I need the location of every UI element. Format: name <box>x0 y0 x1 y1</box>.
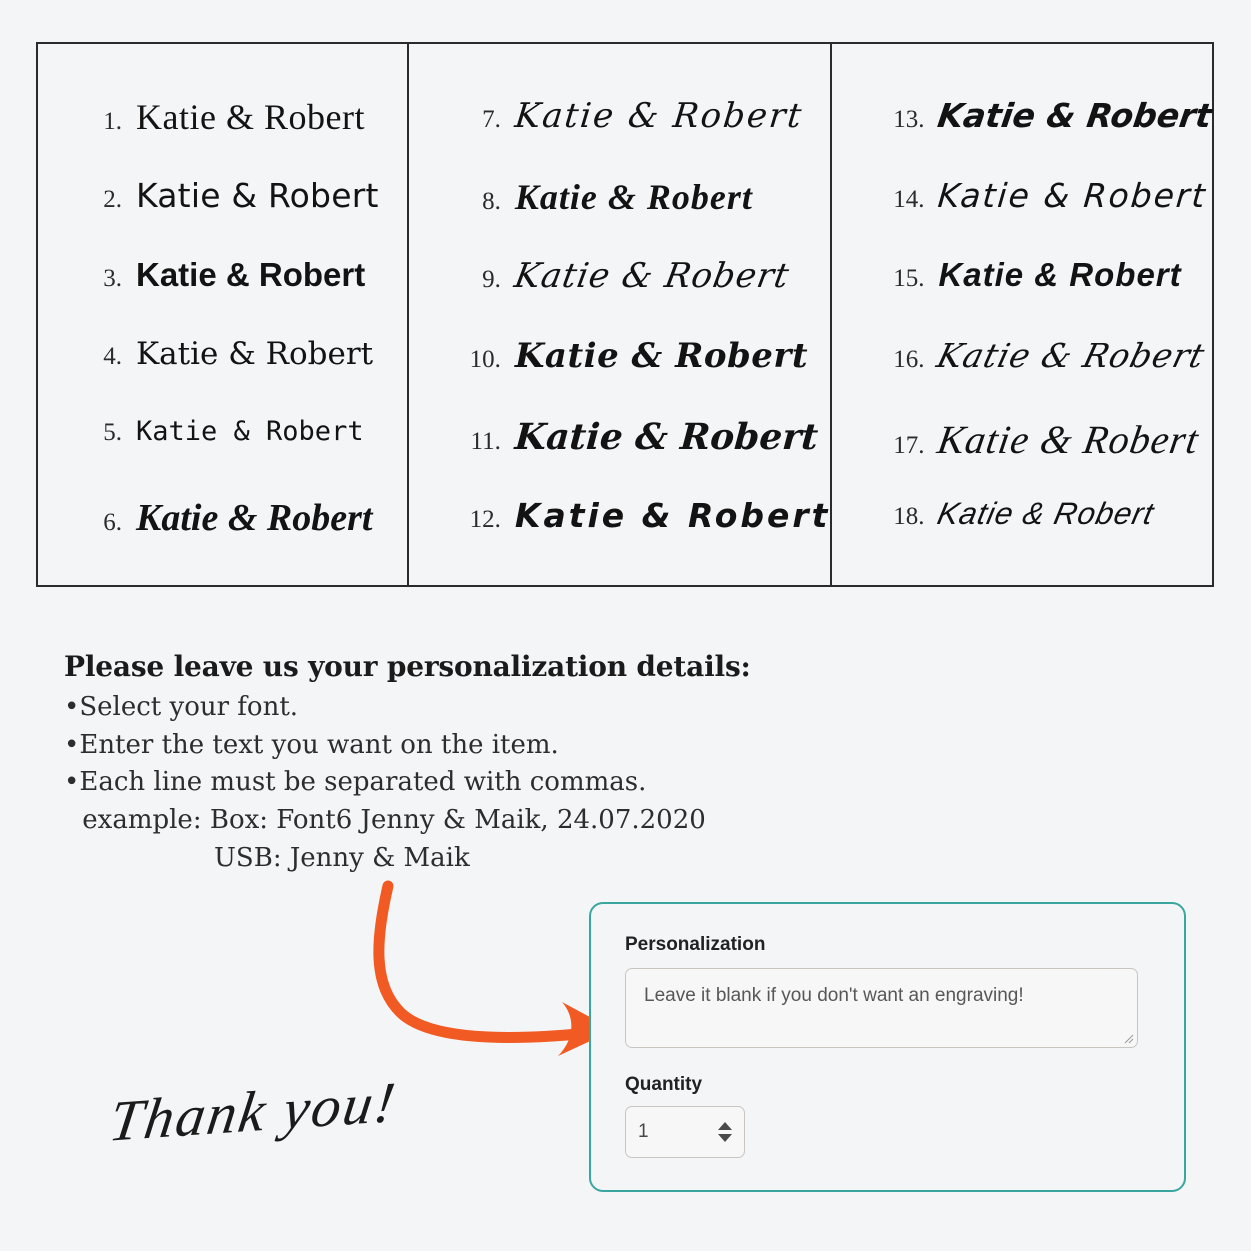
font-option-sample: Katie & Robert <box>514 496 831 535</box>
font-option-number: 11. <box>470 428 501 455</box>
font-option-row[interactable] <box>409 96 831 176</box>
font-option-row[interactable] <box>38 496 407 576</box>
font-option-number: 14. <box>893 186 925 213</box>
font-option-number: 16. <box>893 346 925 373</box>
font-option-sample: Katie & Robert <box>513 416 820 458</box>
instructions-line: •Each line must be separated with commas. <box>64 767 647 798</box>
font-option-row[interactable] <box>38 176 407 256</box>
font-option-sample: Katie & Robert <box>514 177 753 217</box>
font-option-row[interactable] <box>832 256 1212 336</box>
font-option-row[interactable] <box>38 336 407 416</box>
quantity-stepper[interactable] <box>625 1106 745 1158</box>
font-option-sample: Katie & Robert <box>933 336 1210 375</box>
font-option-sample: Katie & Robert <box>936 176 1209 215</box>
font-option-sample: Katie & Robert <box>938 256 1182 293</box>
stepper-down-icon[interactable] <box>718 1134 732 1142</box>
font-option-number: 12. <box>469 506 501 533</box>
font-option-row[interactable] <box>409 176 831 256</box>
font-option-row[interactable] <box>409 416 831 496</box>
font-option-number: 4. <box>103 343 122 370</box>
font-option-row[interactable] <box>832 96 1215 176</box>
font-option-sample: Katie & Robert <box>514 336 809 376</box>
font-option-sample: Katie & Robert <box>512 96 806 136</box>
instructions-line: USB: Jenny & Maik <box>214 842 470 873</box>
quantity-stepper-arrows[interactable] <box>718 1122 732 1142</box>
font-column-2 <box>407 44 831 585</box>
font-option-sample: Katie & Robert <box>136 256 366 293</box>
font-option-row[interactable] <box>832 496 1212 576</box>
font-option-number: 10. <box>469 346 501 373</box>
quantity-value: 1 <box>638 1121 649 1142</box>
font-option-row[interactable] <box>832 176 1212 256</box>
font-option-row[interactable] <box>832 336 1212 416</box>
font-option-number: 15. <box>893 265 925 292</box>
font-option-sample: Katie & Robert <box>935 96 1215 135</box>
font-option-sample: Katie & Robert <box>136 97 365 137</box>
font-option-number: 7. <box>482 106 501 133</box>
instructions-line: example: Box: Font6 Jenny & Maik, 24.07.2020 <box>74 805 706 836</box>
font-option-row[interactable] <box>409 496 831 576</box>
font-option-number: 6. <box>103 509 122 536</box>
font-option-sample: Katie & Robert <box>511 256 793 296</box>
font-option-number: 17. <box>893 432 925 459</box>
quantity-label: Quantity <box>625 1074 703 1095</box>
font-option-row[interactable] <box>409 336 831 416</box>
font-option-number: 9. <box>482 266 501 293</box>
font-option-number: 18. <box>893 503 925 530</box>
thank-you-script <box>105 1069 472 1188</box>
font-option-number: 1. <box>103 108 122 135</box>
font-option-number: 13. <box>893 106 925 133</box>
font-option-number: 8. <box>482 188 501 215</box>
font-option-row[interactable] <box>832 416 1212 496</box>
personalization-label: Personalization <box>625 934 766 955</box>
font-option-sample: Katie & Robert <box>934 496 1158 531</box>
font-option-row[interactable] <box>38 256 407 336</box>
font-column-3 <box>830 44 1215 585</box>
font-column-1 <box>38 44 407 585</box>
instructions-line: •Select your font. <box>64 692 299 722</box>
font-option-row[interactable] <box>409 256 831 336</box>
personalization-input[interactable] <box>625 968 1138 1048</box>
font-option-sample: Katie & Robert <box>136 336 374 372</box>
instructions-title: Please leave us your personalization details: <box>64 650 751 683</box>
font-option-row[interactable] <box>38 416 407 496</box>
resize-handle-icon[interactable] <box>1124 1034 1134 1044</box>
font-option-number: 5. <box>103 419 122 446</box>
thank-you-text: Thank you! <box>105 1069 401 1154</box>
font-option-sample: Katie & Robert <box>136 176 379 215</box>
personalization-panel <box>589 902 1186 1192</box>
instructions-block <box>64 650 824 877</box>
personalization-placeholder: Leave it blank if you don't want an engraving! <box>644 985 1024 1006</box>
instructions-line: •Enter the text you want on the item. <box>64 729 559 760</box>
font-option-row[interactable] <box>38 96 407 176</box>
font-option-sample: Katie & Robert <box>136 497 373 539</box>
font-option-number: 2. <box>103 186 122 213</box>
font-option-sample: Katie & Robert <box>136 416 364 447</box>
font-option-number: 3. <box>103 265 122 292</box>
font-sample-grid <box>36 42 1214 587</box>
font-option-sample: Katie & Robert <box>934 417 1203 462</box>
stepper-up-icon[interactable] <box>718 1122 732 1130</box>
